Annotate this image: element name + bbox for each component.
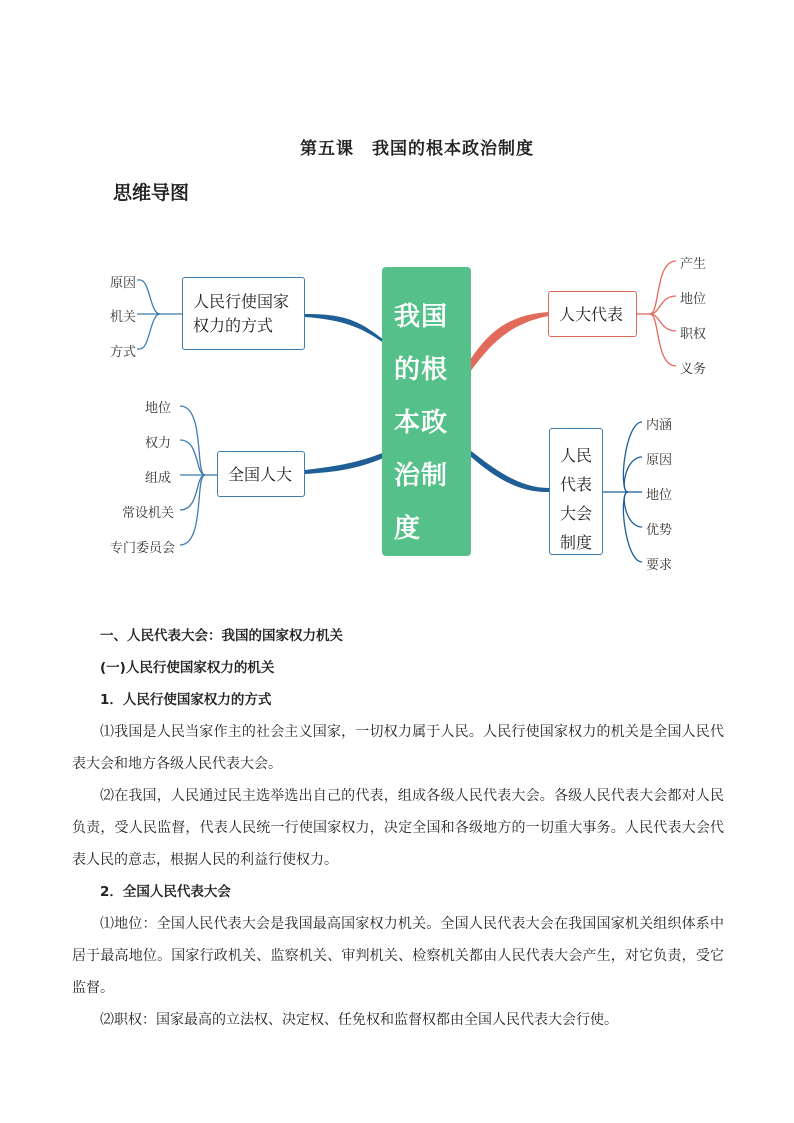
leaf-item: 地位 bbox=[646, 488, 673, 503]
leaf-connectors-right-top bbox=[637, 261, 676, 366]
leaf-item: 组成 bbox=[145, 471, 172, 486]
paragraph: ⑴地位：全国人民代表大会是我国最高国家权力机关。全国人民代表大会在我国国家机关组织体系中居于最高地位。国家行政机关、监察机关、审判机关、检察机关都由人民代表大会产生，对它负责，受它监督。 bbox=[72, 916, 724, 996]
center-line: 本政 bbox=[394, 408, 449, 438]
page-title: 第五课 我国的根本政治制度 bbox=[300, 139, 534, 159]
leaf-item: 义务 bbox=[680, 362, 707, 377]
branch-right-top bbox=[470, 312, 548, 372]
leaf-connectors-right-bottom bbox=[603, 422, 642, 562]
node-npc bbox=[217, 451, 305, 497]
center-line: 的根 bbox=[394, 355, 449, 385]
node-label-line: 代表 bbox=[560, 475, 593, 494]
mindmap-center-node bbox=[382, 267, 471, 556]
center-line: 度 bbox=[394, 514, 422, 544]
leaf-connectors-left-top bbox=[137, 280, 182, 349]
node-deputies bbox=[548, 291, 637, 337]
paragraph: ⑴我国是人民当家作主的社会主义国家，一切权力属于人民。人民行使国家权力的机关是全国人民代表大会和地方各级人民代表大会。 bbox=[72, 724, 724, 772]
node-npc-system bbox=[549, 428, 603, 555]
heading-3: 2．全国人民代表大会 bbox=[100, 884, 231, 900]
center-line: 治制 bbox=[394, 461, 449, 491]
node-label-line: 人民行使国家 bbox=[193, 292, 290, 311]
paragraph: ⑵在我国，人民通过民主选举选出自己的代表，组成各级人民代表大会。各级人民代表大会都对人民负责，受人民监督，代表人民统一行使国家权力，决定全国和各级地方的一切重大事务。人民代表大会代表人民的意志，根据人民的利益行使权力。 bbox=[72, 788, 724, 868]
branch-right-bottom bbox=[470, 450, 549, 492]
branch-left-top bbox=[305, 314, 393, 350]
node-label-line: 权力的方式 bbox=[193, 316, 274, 335]
leaf-item: 机关 bbox=[110, 310, 137, 325]
node-label-line: 制度 bbox=[560, 533, 593, 552]
leaf-item: 产生 bbox=[680, 257, 707, 272]
node-label: 人大代表 bbox=[559, 305, 624, 324]
branch-left-bottom bbox=[305, 452, 386, 474]
leaf-connectors-left-bottom bbox=[180, 406, 217, 545]
heading-2: (一)人民行使国家权力的机关 bbox=[100, 660, 275, 676]
center-line: 我国 bbox=[394, 302, 449, 332]
heading-3: 1．人民行使国家权力的方式 bbox=[100, 692, 272, 708]
leaf-item: 常设机关 bbox=[122, 506, 175, 521]
leaf-item: 内涵 bbox=[646, 418, 673, 433]
heading-1: 一、人民代表大会：我国的国家权力机关 bbox=[100, 628, 343, 644]
leaf-item: 权力 bbox=[145, 436, 172, 451]
node-exercise-power-method bbox=[182, 277, 305, 350]
leaf-item: 原因 bbox=[110, 276, 137, 291]
leaf-item: 职权 bbox=[680, 327, 707, 342]
leaf-item: 地位 bbox=[680, 292, 707, 307]
leaf-item: 原因 bbox=[646, 453, 673, 468]
leaf-item: 专门委员会 bbox=[110, 541, 176, 556]
leaf-item: 方式 bbox=[110, 345, 137, 360]
leaf-item: 地位 bbox=[145, 401, 172, 416]
leaf-item: 优势 bbox=[646, 523, 673, 538]
mindmap-heading: 思维导图 bbox=[113, 182, 190, 204]
node-label-line: 大会 bbox=[560, 504, 593, 523]
node-label: 全国人大 bbox=[228, 465, 293, 484]
leaf-item: 要求 bbox=[646, 558, 673, 573]
document-body bbox=[72, 620, 724, 1036]
paragraph: ⑵职权：国家最高的立法权、决定权、任免权和监督权都由全国人民代表大会行使。 bbox=[100, 1012, 618, 1028]
node-label-line: 人民 bbox=[560, 446, 593, 465]
